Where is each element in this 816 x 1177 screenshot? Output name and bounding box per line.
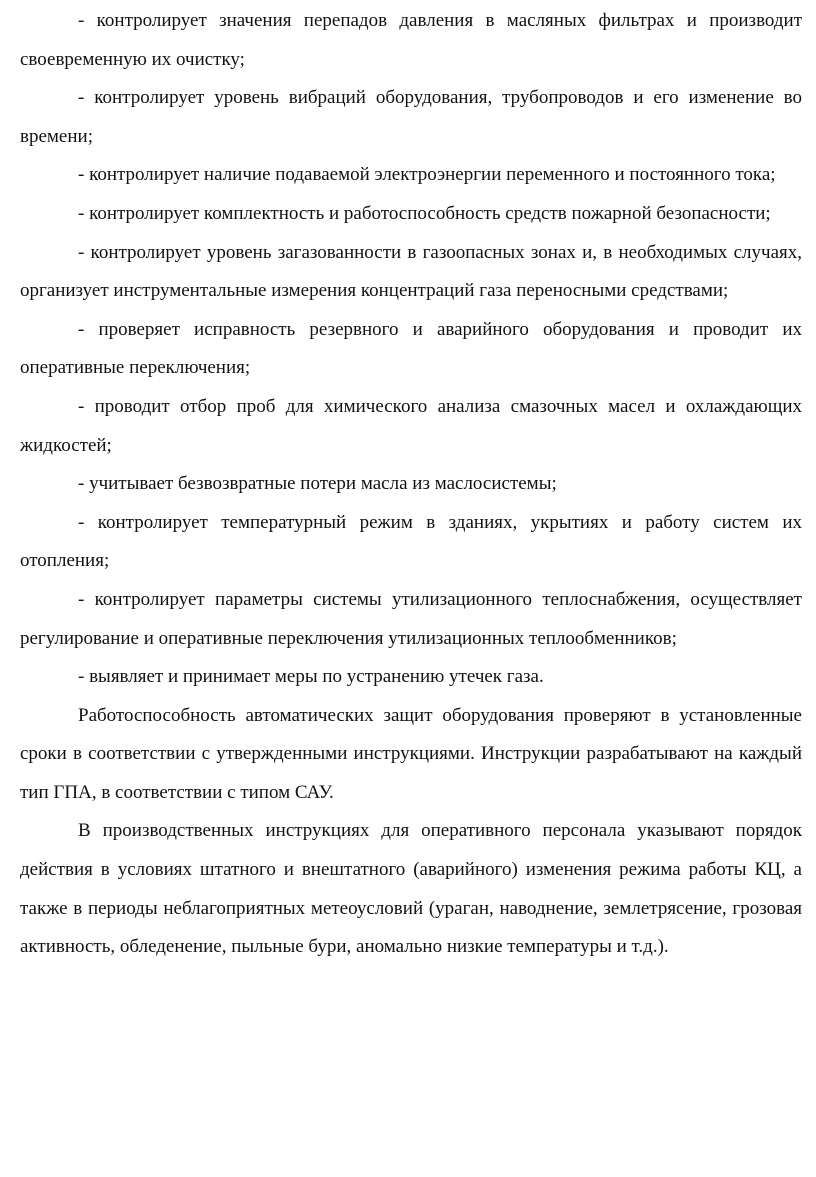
paragraph-fire-safety: - контролирует комплектность и работоспособность средств пожарной безопасности;: [78, 202, 771, 224]
paragraph-gas-leaks: - выявляет и принимает меры по устранению утечек газа.: [78, 666, 544, 688]
paragraph-reserve-equipment: - проверяет исправность резервного и аварийного оборудования и проводит их оперативные переключения;: [20, 318, 802, 379]
document-page: [20, 2, 802, 967]
paragraph-temperature-mode: - контролирует температурный режим в зданиях, укрытиях и работу систем их отопления;: [20, 511, 802, 572]
paragraph-vibration-level: - контролирует уровень вибраций оборудования, трубопроводов и его изменение во времени;: [20, 87, 802, 147]
paragraph-automatic-protection: Работоспособность автоматических защит оборудования проверяют в установленные сроки в соответствии с утвержденными инструкциями. Инструкции разрабатывают на каждый тип ГПА, в соответствии с типом САУ.: [20, 704, 802, 803]
paragraph-heat-recovery: - контролирует параметры системы утилизационного теплоснабжения, осуществляет регулирование и оперативные переключения утилизационных теплообменников;: [20, 588, 802, 649]
paragraph-oil-filter-pressure: - контролирует значения перепадов давления в масляных фильтрах и производит своевременную их очистку;: [20, 10, 802, 70]
paragraph-oil-sampling: - проводит отбор проб для химического анализа смазочных масел и охлаждающих жидкостей;: [20, 395, 802, 456]
paragraph-power-supply: - контролирует наличие подаваемой электроэнергии переменного и постоянного тока;: [78, 164, 776, 186]
paragraph-oil-losses: - учитывает безвозвратные потери масла из маслосистемы;: [78, 473, 557, 495]
paragraph-gas-contamination: - контролирует уровень загазованности в газоопасных зонах и, в необходимых случаях, организует инструментальные измерения концентраций газа переносными средствами;: [20, 241, 802, 302]
paragraph-production-instructions: В производственных инструкциях для оперативного персонала указывают порядок действия в условиях штатного и внештатного (аварийного) изменения режима работы КЦ, а также в периоды неблагоприятных метеоусловий (ураган, наводнение, землетрясение, грозовая активность, обледенение, пыльные бури, аномально низкие температуры и т.д.).: [20, 820, 802, 958]
